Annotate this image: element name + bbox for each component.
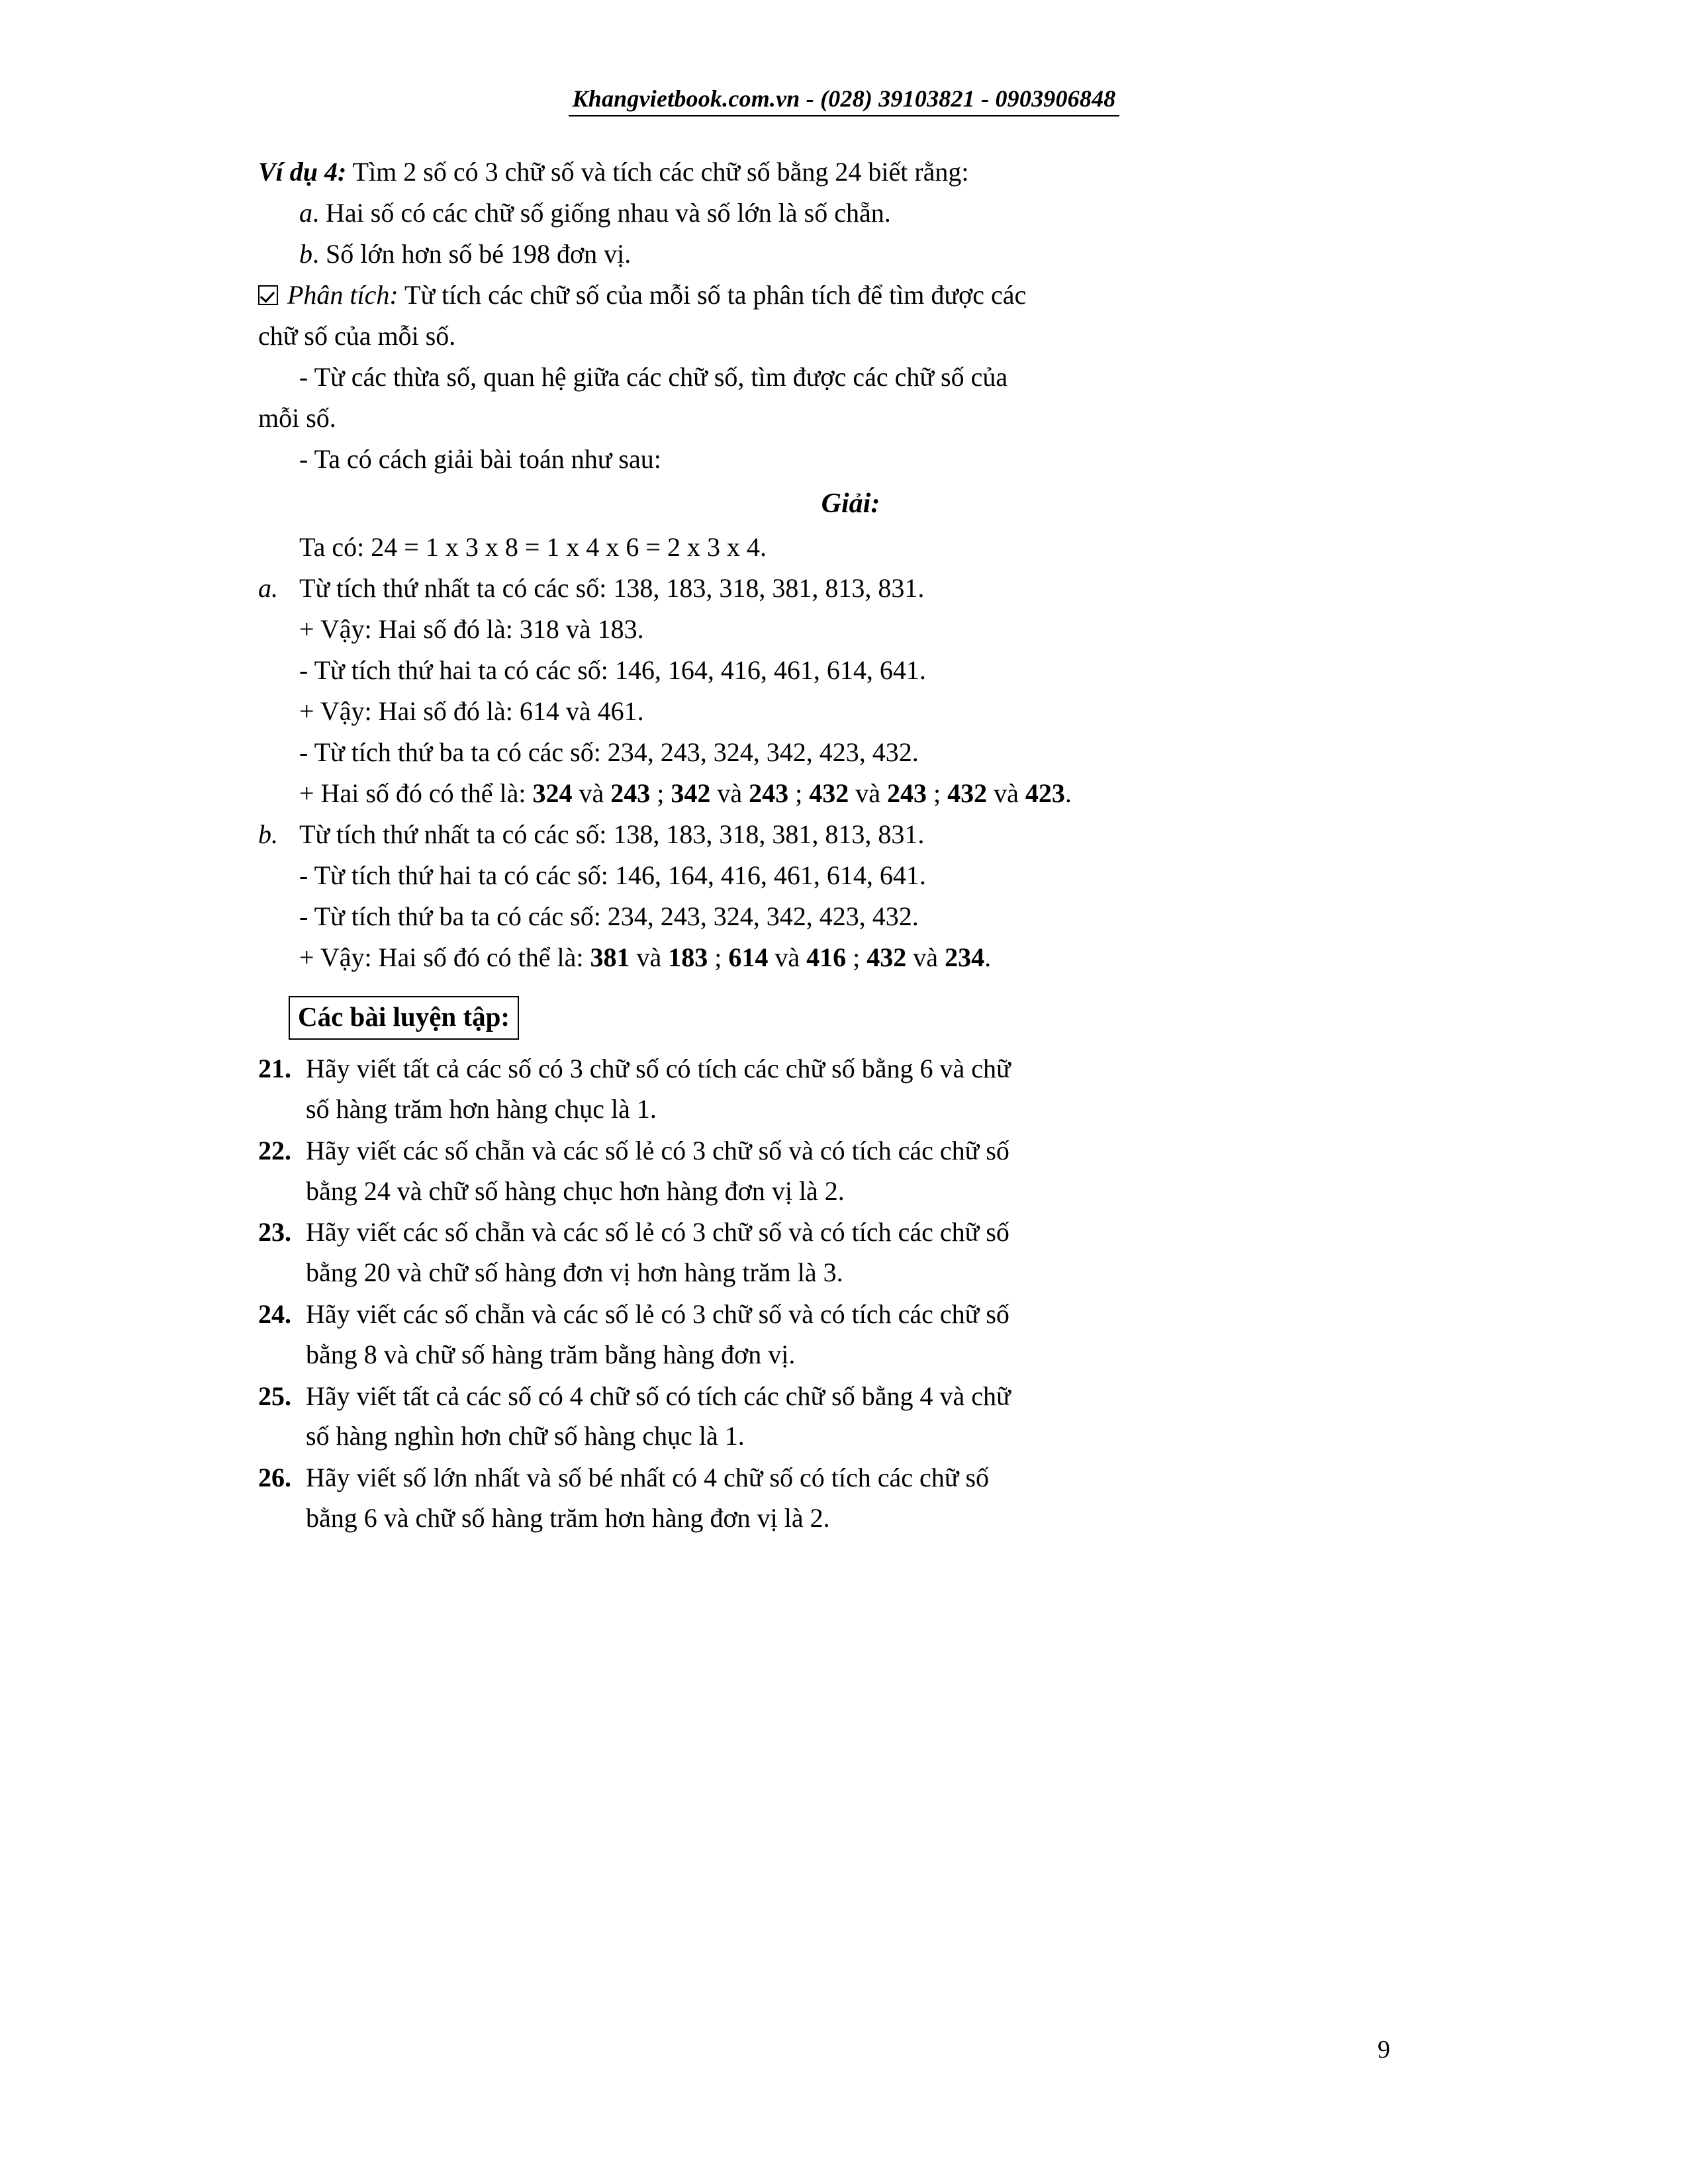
pair-b1-mid: và [630,942,669,972]
pair-a1-right: 243 [610,778,651,808]
solution-b-line-1: Từ tích thứ nhất ta có các số: 138, 183, 318, 381, 813, 831. [299,819,925,849]
solution-intro: Ta có: 24 = 1 x 3 x 8 = 1 x 4 x 6 = 2 x 3 x 4. [299,532,767,562]
pair-a2-sep: ; [788,778,810,808]
solution-heading: Giải: [821,488,880,519]
pair-b3-right: 234 [945,942,985,972]
analysis-block [258,275,1443,479]
exercise-item [258,1377,1443,1457]
exercise-21-number: 21. [258,1054,291,1084]
pair-a3-mid: và [849,778,888,808]
exercise-23-line-1: Hãy viết các số chẵn và các số lẻ có 3 chữ số và có tích các chữ số [306,1217,1009,1248]
pair-b2-left: 614 [728,942,769,972]
solution-part-b [258,815,1443,979]
solution-b-line-2: - Từ tích thứ hai ta có các số: 146, 164, 416, 461, 614, 641. [299,860,926,890]
pair-a4-mid: và [987,778,1025,808]
pair-b2-mid: và [768,942,807,972]
solution-a-line-2: + Vậy: Hai số đó là: 318 và 183. [299,614,644,644]
exercise-24-line-2: bằng 8 và chữ số hàng trăm bằng hàng đơn vị. [306,1339,796,1369]
exercise-23-text [306,1212,1443,1293]
exercise-21-text [306,1049,1443,1130]
condition-b-marker: b [299,239,312,269]
exercise-item [258,1131,1443,1212]
page-number: 9 [1378,2036,1390,2064]
solution-a-line-5: - Từ tích thứ ba ta có các số: 234, 243, 324, 342, 423, 432. [299,737,919,767]
solution-b-line-3: - Từ tích thứ ba ta có các số: 234, 243, 324, 342, 423, 432. [299,901,919,931]
pair-a2-mid: và [710,778,749,808]
pair-a3-sep: ; [927,778,948,808]
pair-a3-left: 432 [809,778,849,808]
condition-b-text: . Số lớn hơn số bé 198 đơn vị. [312,239,632,269]
pair-b1-right: 183 [668,942,708,972]
analysis-line-2: - Từ các thừa số, quan hệ giữa các chữ số, tìm được các chữ số của [299,362,1008,392]
solution-a-line-4: + Vậy: Hai số đó là: 614 và 461. [299,696,644,726]
header-text: Khangvietbook.com.vn - (028) 39103821 - 0903906848 [569,85,1120,116]
solution-b-final-prefix: + Vậy: Hai số đó có thể là: [299,942,590,972]
analysis-line-1 [258,275,1443,315]
analysis-label: Phân tích: [287,280,399,310]
pair-a4-right: 423 [1025,778,1065,808]
pair-a2-left: 342 [671,778,711,808]
pair-a1-left: 324 [532,778,573,808]
example-statement [258,152,1443,192]
exercise-22-line-1: Hãy viết các số chẵn và các số lẻ có 3 chữ số và có tích các chữ số [306,1135,1009,1165]
exercise-25-line-2: số hàng nghìn hơn chữ số hàng chục là 1. [306,1421,745,1451]
pair-a3-right: 243 [887,778,927,808]
exercise-21-line-1: Hãy viết tất cả các số có 3 chữ số có tích các chữ số bằng 6 và chữ [306,1054,1011,1084]
analysis-line-2b: mỗi số. [258,403,336,433]
exercise-item [258,1458,1443,1539]
exercise-23-number: 23. [258,1217,291,1248]
solution-part-b-marker: b. [258,819,278,849]
exercise-item [258,1295,1443,1375]
example-text: Tìm 2 số có 3 chữ số và tích các chữ số bằng 24 biết rằng: [346,157,969,187]
exercise-21-line-2: số hàng trăm hơn hàng chục là 1. [306,1094,657,1124]
exercise-22-text [306,1131,1443,1212]
exercise-24-number: 24. [258,1299,291,1330]
exercise-24-text [306,1295,1443,1375]
pair-a1-sep: ; [650,778,671,808]
condition-a-text: . Hai số có các chữ số giống nhau và số lớn là số chẵn. [312,198,891,228]
page-header [0,85,1688,116]
solution-a-final [299,774,1443,813]
pair-b2-sep: ; [846,942,867,972]
analysis-line-3: - Ta có cách giải bài toán như sau: [299,444,661,474]
exercise-item [258,1212,1443,1293]
analysis-line-1-text: Từ tích các chữ số của mỗi số ta phân tích để tìm được các [398,280,1027,310]
exercise-25-line-1: Hãy viết tất cả các số có 4 chữ số có tích các chữ số bằng 4 và chữ [306,1381,1011,1411]
pair-b2-right: 416 [806,942,847,972]
pair-a4-left: 432 [947,778,988,808]
example-label: Ví dụ 4: [258,157,347,187]
analysis-line-1b: chữ số của mỗi số. [258,321,456,351]
solution-a-final-prefix: + Hai số đó có thể là: [299,778,533,808]
exercises-heading: Các bài luyện tập: [289,996,519,1040]
pair-b1-left: 381 [590,942,630,972]
pair-b3-left: 432 [867,942,907,972]
exercise-item [258,1049,1443,1130]
exercise-25-text [306,1377,1443,1457]
solution-part-a-body [299,569,1443,815]
exercise-26-number: 26. [258,1463,291,1493]
pair-a1-mid: và [572,778,611,808]
solution-a-line-1: Từ tích thứ nhất ta có các số: 138, 183, 318, 381, 813, 831. [299,573,925,603]
exercise-24-line-1: Hãy viết các số chẵn và các số lẻ có 3 chữ số và có tích các chữ số [306,1299,1009,1330]
pair-b1-sep: ; [708,942,729,972]
pair-a2-right: 243 [749,778,789,808]
checkbox-checked-icon [258,285,278,305]
pair-a4-sep: . [1064,778,1072,808]
example-condition-b [258,234,1443,274]
solution-a-line-3: - Từ tích thứ hai ta có các số: 146, 164, 416, 461, 614, 641. [299,655,926,685]
exercise-22-number: 22. [258,1135,291,1165]
solution-part-b-body [299,815,1443,979]
exercise-23-line-2: bằng 20 và chữ số hàng đơn vị hơn hàng trăm là 3. [306,1257,843,1288]
exercise-26-line-1: Hãy viết số lớn nhất và số bé nhất có 4 chữ số có tích các chữ số [306,1463,990,1493]
pair-b3-mid: và [906,942,945,972]
solution-part-a-marker: a. [258,573,278,603]
page-content [258,152,1443,1540]
exercise-26-text [306,1458,1443,1539]
pair-b3-sep: . [984,942,992,972]
example-condition-a [258,193,1443,233]
exercise-25-number: 25. [258,1381,291,1411]
condition-a-marker: a [299,198,312,228]
exercise-22-line-2: bằng 24 và chữ số hàng chục hơn hàng đơn vị là 2. [306,1175,845,1206]
exercise-26-line-2: bằng 6 và chữ số hàng trăm hơn hàng đơn vị là 2. [306,1503,830,1533]
solution-b-final [299,938,1443,978]
solution-part-a [258,569,1443,815]
